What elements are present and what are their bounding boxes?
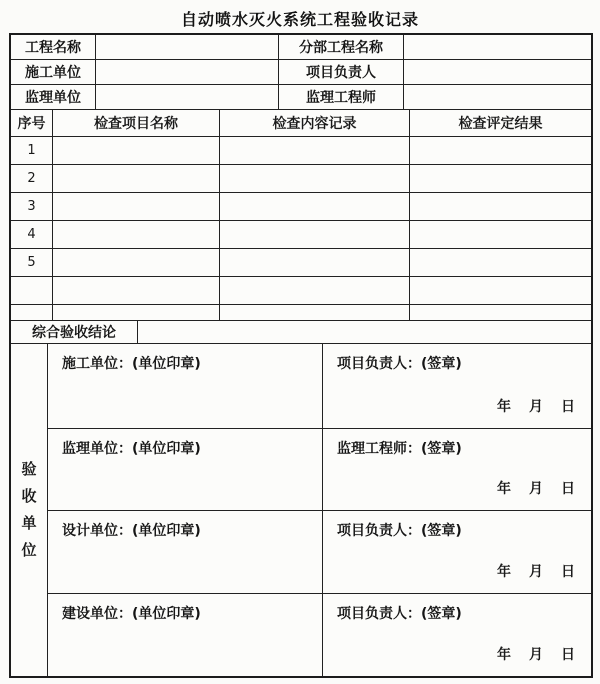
sig-date-supervision: 年 月 日 [497, 481, 577, 497]
check-header-item: 检查项目名称 [53, 110, 220, 137]
check-row-result [410, 249, 591, 277]
info-value-construction-unit [96, 60, 279, 85]
acceptance-section [11, 344, 591, 676]
check-row-item [53, 221, 220, 249]
sig-signer-supervision: 监理工程师：(签章) [337, 441, 462, 457]
info-value-subproject-name [404, 35, 591, 60]
check-row-result [410, 277, 591, 305]
check-row-record [220, 193, 410, 221]
check-row-seq [11, 305, 53, 321]
sig-date-owner: 年 月 日 [497, 647, 577, 663]
check-row-result [410, 193, 591, 221]
info-label-supervision-engineer: 监理工程师 [279, 85, 404, 110]
info-table [11, 35, 591, 110]
check-row-record [220, 249, 410, 277]
info-label-supervision-unit: 监理单位 [11, 85, 96, 110]
sig-date-construction: 年 月 日 [497, 399, 577, 415]
sig-signer-construction: 项目负责人：(签章) [337, 356, 462, 372]
check-row-result [410, 137, 591, 165]
check-row-seq: 2 [11, 165, 53, 193]
check-row-item [53, 277, 220, 305]
check-row-record [220, 277, 410, 305]
check-row-record [220, 137, 410, 165]
check-row-result [410, 221, 591, 249]
acceptance-side-label-text: 验收单位 [21, 460, 37, 559]
sig-unit-owner: 建设单位：(单位印章) [48, 594, 323, 676]
acceptance-side-label [11, 344, 48, 676]
check-row-item [53, 137, 220, 165]
check-row-item [53, 305, 220, 321]
check-row-seq: 1 [11, 137, 53, 165]
check-row-result [410, 165, 591, 193]
sig-signer-design: 项目负责人：(签章) [337, 523, 462, 539]
info-value-project-name [96, 35, 279, 60]
sig-signer-owner: 项目负责人：(签章) [337, 606, 462, 622]
info-label-construction-unit: 施工单位 [11, 60, 96, 85]
check-header-record: 检查内容记录 [220, 110, 410, 137]
sig-signer-cell [323, 429, 591, 511]
check-header-result: 检查评定结果 [410, 110, 591, 137]
form-title: 自动喷水灭火系统工程验收记录 [180, 10, 419, 29]
info-value-project-manager [404, 60, 591, 85]
check-row-seq: 3 [11, 193, 53, 221]
sig-unit-design: 设计单位：(单位印章) [48, 511, 323, 594]
check-row-result [410, 305, 591, 321]
check-row-seq: 4 [11, 221, 53, 249]
info-value-supervision-engineer [404, 85, 591, 110]
check-row-item [53, 193, 220, 221]
check-row-record [220, 221, 410, 249]
form-table [9, 33, 593, 678]
check-header-seq: 序号 [11, 110, 53, 137]
check-row-item [53, 249, 220, 277]
conclusion-row [11, 321, 591, 344]
check-row-seq [11, 277, 53, 305]
info-label-subproject-name: 分部工程名称 [279, 35, 404, 60]
sig-signer-cell [323, 511, 591, 594]
conclusion-value [138, 321, 591, 344]
info-label-project-name: 工程名称 [11, 35, 96, 60]
check-table [11, 110, 591, 321]
info-label-project-manager: 项目负责人 [279, 60, 404, 85]
check-row-record [220, 305, 410, 321]
check-row-item [53, 165, 220, 193]
info-value-supervision-unit [96, 85, 279, 110]
sig-signer-cell [323, 594, 591, 676]
check-row-seq: 5 [11, 249, 53, 277]
sig-unit-supervision: 监理单位：(单位印章) [48, 429, 323, 511]
conclusion-label: 综合验收结论 [11, 321, 138, 344]
sig-signer-cell [323, 344, 591, 429]
check-row-record [220, 165, 410, 193]
sig-date-design: 年 月 日 [497, 564, 577, 580]
sig-unit-construction: 施工单位：(单位印章) [48, 344, 323, 429]
